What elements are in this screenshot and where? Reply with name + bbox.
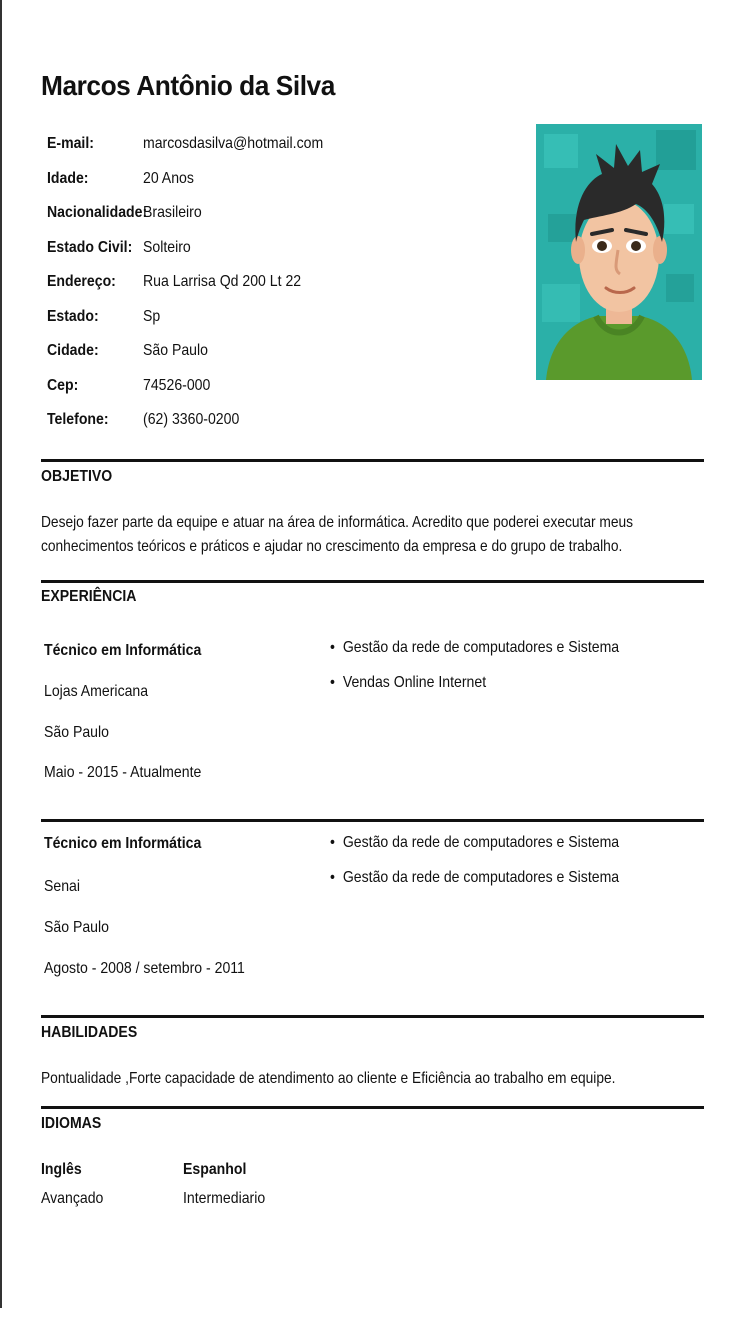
language-name: Inglês (41, 1161, 82, 1178)
info-label: E-mail: (47, 135, 94, 153)
info-label: Telefone: (47, 411, 109, 429)
info-value: 74526-000 (143, 376, 211, 394)
divider-job (41, 819, 704, 822)
info-row-zip (47, 369, 487, 404)
info-value: São Paulo (143, 342, 208, 360)
info-value: Rua Larrisa Qd 200 Lt 22 (143, 273, 302, 291)
info-value: Sp (143, 307, 161, 325)
section-title-experience: EXPERIÊNCIA (41, 588, 137, 605)
info-label: Estado: (47, 307, 99, 325)
info-value: Solteiro (143, 238, 191, 256)
info-row-state (47, 300, 487, 335)
info-label: Endereço: (47, 273, 116, 291)
candidate-name: Marcos Antônio da Silva (41, 70, 335, 101)
job-role: Técnico em Informática (44, 835, 202, 852)
page-border (0, 0, 2, 1308)
job-task: • Gestão da rede de computadores e Sistema (330, 834, 619, 852)
info-label: Cep: (47, 376, 79, 394)
divider-objective (41, 459, 704, 462)
divider-languages (41, 1106, 704, 1109)
job-city: São Paulo (44, 724, 109, 741)
info-row-email (47, 127, 487, 162)
language-level: Avançado (41, 1190, 104, 1207)
info-row-address (47, 265, 487, 300)
objective-text: Desejo fazer parte da equipe e atuar na área de informática. Acredito que poderei executar meus conhecimentos teóricos e práticos e ajudar no crescimento da empresa e do grupo de trabalho. (41, 514, 634, 555)
info-label: Nacionalidade: (47, 204, 148, 222)
job-task: • Gestão da rede de computadores e Sistema (330, 639, 619, 657)
job-period: Agosto - 2008 / setembro - 2011 (44, 960, 245, 977)
job-city: São Paulo (44, 919, 109, 936)
job-role: Técnico em Informática (44, 642, 202, 659)
job-company: Senai (44, 878, 81, 895)
info-value: marcosdasilva@hotmail.com (143, 135, 324, 153)
personal-info (47, 127, 487, 438)
info-value: 20 Anos (143, 169, 194, 187)
info-label: Cidade: (47, 342, 99, 360)
avatar-photo (536, 124, 702, 380)
divider-experience (41, 580, 704, 583)
info-value: Brasileiro (143, 204, 202, 222)
job-period: Maio - 2015 - Atualmente (44, 764, 202, 781)
info-value: (62) 3360-0200 (143, 411, 240, 429)
job-task: • Vendas Online Internet (330, 674, 486, 692)
section-title-objective: OBJETIVO (41, 468, 113, 485)
section-title-languages: IDIOMAS (41, 1115, 102, 1132)
info-label: Idade: (47, 169, 89, 187)
job-company: Lojas Americana (44, 683, 149, 700)
info-row-nationality (47, 196, 487, 231)
job-task: • Gestão da rede de computadores e Sistema (330, 869, 619, 887)
info-row-age (47, 162, 487, 197)
info-label: Estado Civil: (47, 238, 133, 256)
divider-skills (41, 1015, 704, 1018)
section-title-skills: HABILIDADES (41, 1024, 138, 1041)
language-name: Espanhol (183, 1161, 247, 1178)
info-row-phone (47, 403, 487, 438)
language-level: Intermediario (183, 1190, 266, 1207)
skills-text: Pontualidade ,Forte capacidade de atendimento ao cliente e Eficiência ao trabalho em equipe. (41, 1070, 616, 1087)
info-row-city (47, 334, 487, 369)
avatar-illustration (536, 124, 702, 380)
info-row-marital-status (47, 231, 487, 266)
